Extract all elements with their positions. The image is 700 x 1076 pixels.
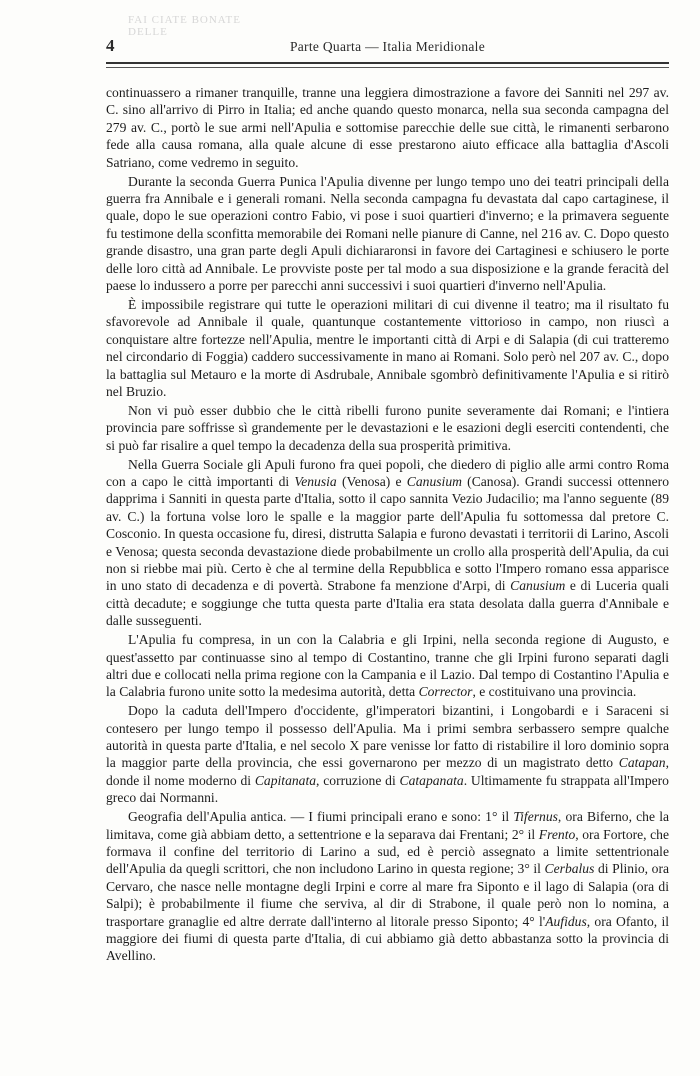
paragraph-social-war (106, 456, 669, 630)
page-header (106, 36, 669, 58)
text-run: (Canosa). Grandi successi ottennero dapprima i Sanniti in questa parte d'Italia, sotto il capo sannita Vezio Judacilio; ma l'anno seguente (89 av. C.) la fortuna volse loro le spalle e la maggior parte dell'Apulia fu sottomessa dal pretore C. Cosconio. In questa occasione fu, diresi, distrutta Salapia e furono devastati i territorii di Larino, Ascoli e Venosa; questa seconda devastazione diede probabilmente un crollo alla prosperità dell'Apulia, da cui non si riebbe mai più. Certo è che al termine della Repubblica e sotto l'Impero romano essa apparisce in uno stato di decadenza e di povertà. Strabone fa menzione d'Arpi, di (106, 473, 669, 594)
text-run: (Venosa) e (336, 473, 407, 489)
italic-term: Catapan (618, 755, 666, 771)
text-run: di Plinio, ora Cervaro, che nasce nelle montagne degli Irpini e corre al mare fra Siponto e il lago di Salapia (ora di Salpi); è probabilmente il fiume che serviva, al dir di Strabone, il quale però non lo nomina, a trasportare granaglie ed altre derrate dall'interno al litorale presso Siponto; 4° l' (106, 861, 670, 929)
paragraph-augustan-region (106, 631, 669, 701)
italic-term: Venusia (294, 473, 337, 489)
italic-term: Tifernus (513, 809, 558, 825)
text-run: , ora Fortore, che formava il confine del territorio di Larino a sud, ed è perciò assegnato a limite settentrionale dell'Apulia da quegli scrittori, che non includono Larino in questa regione; 3° il (106, 826, 670, 877)
header-rule-thin (106, 67, 669, 68)
header-rule-thick (106, 62, 669, 64)
text-run: Nella Guerra Sociale gli Apuli furono fra quei popoli, che diedero di piglio alle armi contro Roma con a capo le città importanti di (106, 456, 669, 489)
text-run: , ora Biferno, che la limitava, come già abbiam detto, a settentrione e la separava dai Frentani; 2° il (106, 809, 670, 842)
text-run: , ora Ofanto, il maggiore dei fiumi di questa parte d'Italia, di cui abbiamo già detto abbastanza sotto la provincia di Avellino. (106, 913, 669, 964)
italic-term: Frento (538, 826, 576, 842)
paragraph-ancient-geography (106, 808, 669, 965)
paragraph-continuation: continuassero a rimaner tranquille, tranne una leggiera dimostrazione a favore dei Sanniti nel 297 av. C. sino all'arrivo di Pirro in Italia; ed anche quando questo monarca, nella sua seconda campagna del 279 av. C., portò le sue armi nell'Apulia e sottomise parecchie delle sue città, le rimanenti serbarono fede alla causa romana, alla quale alcune di esse prestarono aiuto efficace alla battaglia d'Ascoli Satriano, come vedremo in seguito. (106, 85, 669, 170)
italic-term: Cerbalus (544, 861, 595, 877)
italic-term: Capitanata (254, 772, 317, 788)
text-run: Dopo la caduta dell'Impero d'occidente, gl'imperatori bizantini, i Longobardi e i Saraceni si contesero per lungo tempo il possesso dell'Apulia. Ma i primi sembra serbassero sempre qualche autorità in questa parte d'Italia, e nel secolo X pare venisse lor fatto di ristabilire il loro dominio sopra la maggior parte della provincia, che essi governarono per mezzo di un magistrato detto (106, 703, 669, 771)
italic-term: Aufidus (545, 913, 587, 929)
text-run: L'Apulia fu compresa, in un con la Calabria e gli Irpini, nella seconda regione di Augusto, e quest'assetto par continuasse sino al tempo di Costantino, tranne che gli Irpini furono separati dagli altri due e collocati nella prima regione con la Campania e il Lazio. Dal tempo di Costantino l'Apulia e la Calabria furono unite sotto la medesima autorità, detta (106, 632, 669, 700)
text-run: , corruzione di (316, 772, 400, 788)
text-run: . Ultimamente fu strappata all'Impero greco dai Normanni. (106, 772, 669, 806)
text-run: e di Luceria quali città decadute; e soggiunge che tutta questa parte d'Italia era stata desolata dalla guerra d'Annibale e dalle susseguenti. (106, 578, 669, 629)
text-run: , donde il nome moderno di (106, 755, 669, 788)
paragraph-military-operations: È impossibile registrare qui tutte le operazioni militari di cui divenne il teatro; ma il risultato fu sfavorevole ad Annibale il quale, quantunque costantemente vittorioso in campo, non riuscì a conquistare altre fortezze nell'Apulia, mentre le importanti città di Arpi e di Salapia (di cui tratteremo nel circondario di Foggia) caddero successivamente in mano ai Romani. Solo però nel 207 av. C., dopo la battaglia sul Metauro e la morte di Asdrubale, Annibale sgombrò definitivamente l'Apulia e si ritirò nel Bruzio. (106, 296, 669, 399)
paragraph-rebel-cities: Non vi può esser dubbio che le città ribelli furono punite severamente dai Romani; e l'intiera provincia pare soffrisse sì grandemente per le devastazioni e le esazioni degli eserciti contendenti, che si può far risalire a quel tempo la decadenza della sua prosperità primitiva. (106, 402, 669, 453)
page-number: 4 (106, 36, 115, 55)
italic-term: Corrector (418, 684, 473, 700)
italic-term: Canusium (510, 578, 566, 594)
paragraph-punic-war: Durante la seconda Guerra Punica l'Apulia divenne per lungo tempo uno dei teatri principali della guerra fra Annibale e i generali romani. Nella seconda campagna fu devastata dal capo cartaginese, il quale, dopo le sue operazioni contro Fabio, vi pose i suoi quartieri d'inverno; e la primavera seguente fu testimone della sconfitta memorabile dei Romani nelle pianure di Canne, nel 216 av. C. Dopo questo grande disastro, una gran parte degli Apuli dichiararonsi in favore dei Cartaginesi e schiusero le porte delle loro città ad Annibale. Le provviste poste per tal modo a sua disposizione e la grande feracità del paese lo indussero a porre per parecchi anni successivi i suoi quartieri d'inverno nell'Apulia. (106, 173, 669, 293)
bleed-through-text: FAI CIATE BONATE DELLE (128, 14, 241, 38)
body-text (106, 84, 669, 966)
italic-term: Canusium (406, 473, 462, 489)
italic-term: Catapanata (399, 772, 464, 788)
text-run: , e costituivano una provincia. (472, 684, 637, 700)
paragraph-byzantine-rule (106, 702, 669, 806)
running-head: Parte Quarta — Italia Meridionale (289, 39, 486, 54)
text-run: Geografia dell'Apulia antica. — I fiumi principali erano e sono: 1° il (128, 809, 514, 825)
